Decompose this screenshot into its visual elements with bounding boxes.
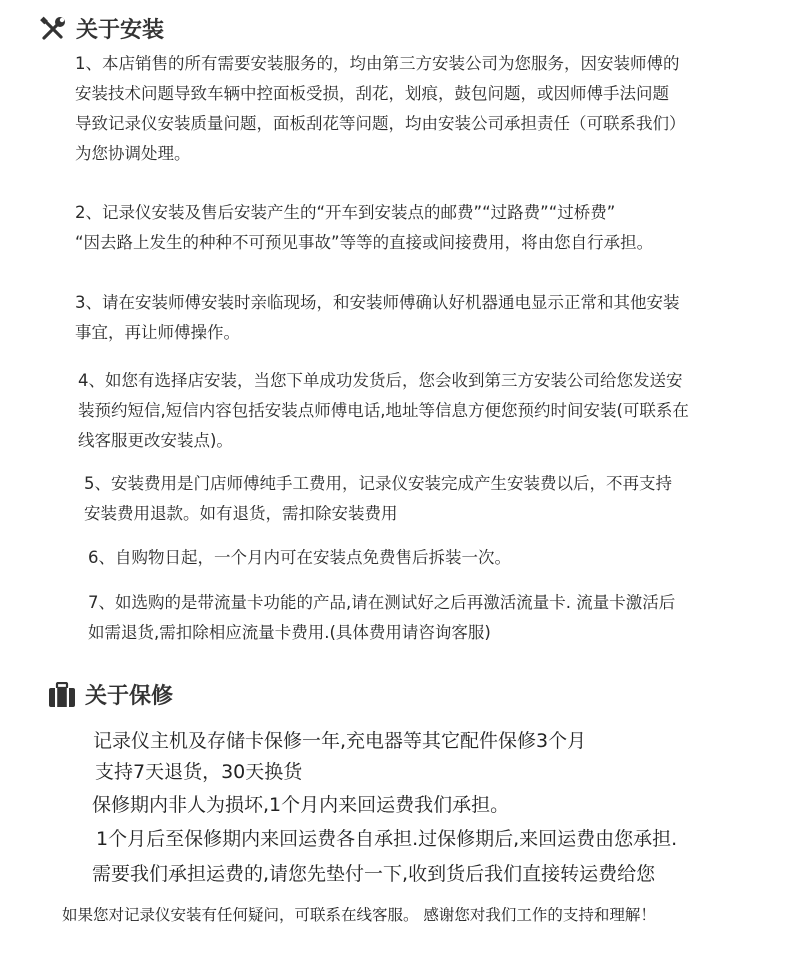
warranty-line-4: 1个月后至保修期内来回运费各自承担.过保修期后,来回运费由您承担. bbox=[96, 828, 678, 850]
warranty-line-3: 保修期内非人为损坏,1个月内来回运费我们承担。 bbox=[92, 794, 510, 816]
install-item-3: 3、请在安装师傅安装时亲临现场，和安装师傅确认好机器通电显示正常和其他安装 事宜，再让师傅操作。 bbox=[75, 293, 680, 342]
install-section-title bbox=[38, 13, 164, 44]
warranty-line-5: 需要我们承担运费的,请您先垫付一下,收到货后我们直接转运费给您 bbox=[92, 863, 656, 885]
install-item-2: 2、记录仪安装及售后安装产生的“开车到安装点的邮费”“过路费”“过桥费” “因去路上发生的种种不可预见事故”等等的直接或间接费用，将由您自行承担。 bbox=[75, 203, 654, 252]
install-item-1: 1、本店销售的所有需要安装服务的，均由第三方安装公司为您服务，因安装师傅的 安装技术问题导致车辆中控面板受损，刮花，划痕，鼓包问题，或因师傅手法问题 导致记录仪安装质量问题，面板刮花等问题，均由安装公司承担责任（可联系我们） 为您协调处理。 bbox=[75, 54, 686, 163]
warranty-line-2: 支持7天退货，30天换货 bbox=[95, 761, 303, 783]
install-item-4: 4、如您有选择店安装，当您下单成功发货后，您会收到第三方安装公司给您发送安 装预约短信,短信内容包括安装点师傅电话,地址等信息方便您预约时间安装(可联系在 线客服更改安装点)。 bbox=[78, 371, 689, 450]
install-item-7: 7、如选购的是带流量卡功能的产品,请在测试好之后再激活流量卡. 流量卡激活后 如需退货,需扣除相应流量卡费用.(具体费用请咨询客服) bbox=[88, 593, 676, 642]
install-item-5: 5、安装费用是门店师傅纯手工费用，记录仪安装完成产生安装费以后，不再支持 安装费用退款。如有退货，需扣除安装费用 bbox=[84, 474, 672, 523]
install-title-text: 关于安装 bbox=[76, 18, 165, 43]
footer-note: 如果您对记录仪安装有任何疑问，可联系在线客服。 感谢您对我们工作的支持和理解！ bbox=[62, 906, 656, 924]
warranty-line-1: 记录仪主机及存储卡保修一年,充电器等其它配件保修3个月 bbox=[93, 730, 587, 752]
wrench-screwdriver-icon bbox=[38, 14, 68, 44]
warranty-title-text: 关于保修 bbox=[85, 684, 174, 709]
install-item-6: 6、自购物日起，一个月内可在安装点免费售后拆装一次。 bbox=[88, 548, 511, 567]
toolbox-icon bbox=[47, 680, 77, 710]
warranty-section-title bbox=[47, 679, 173, 710]
